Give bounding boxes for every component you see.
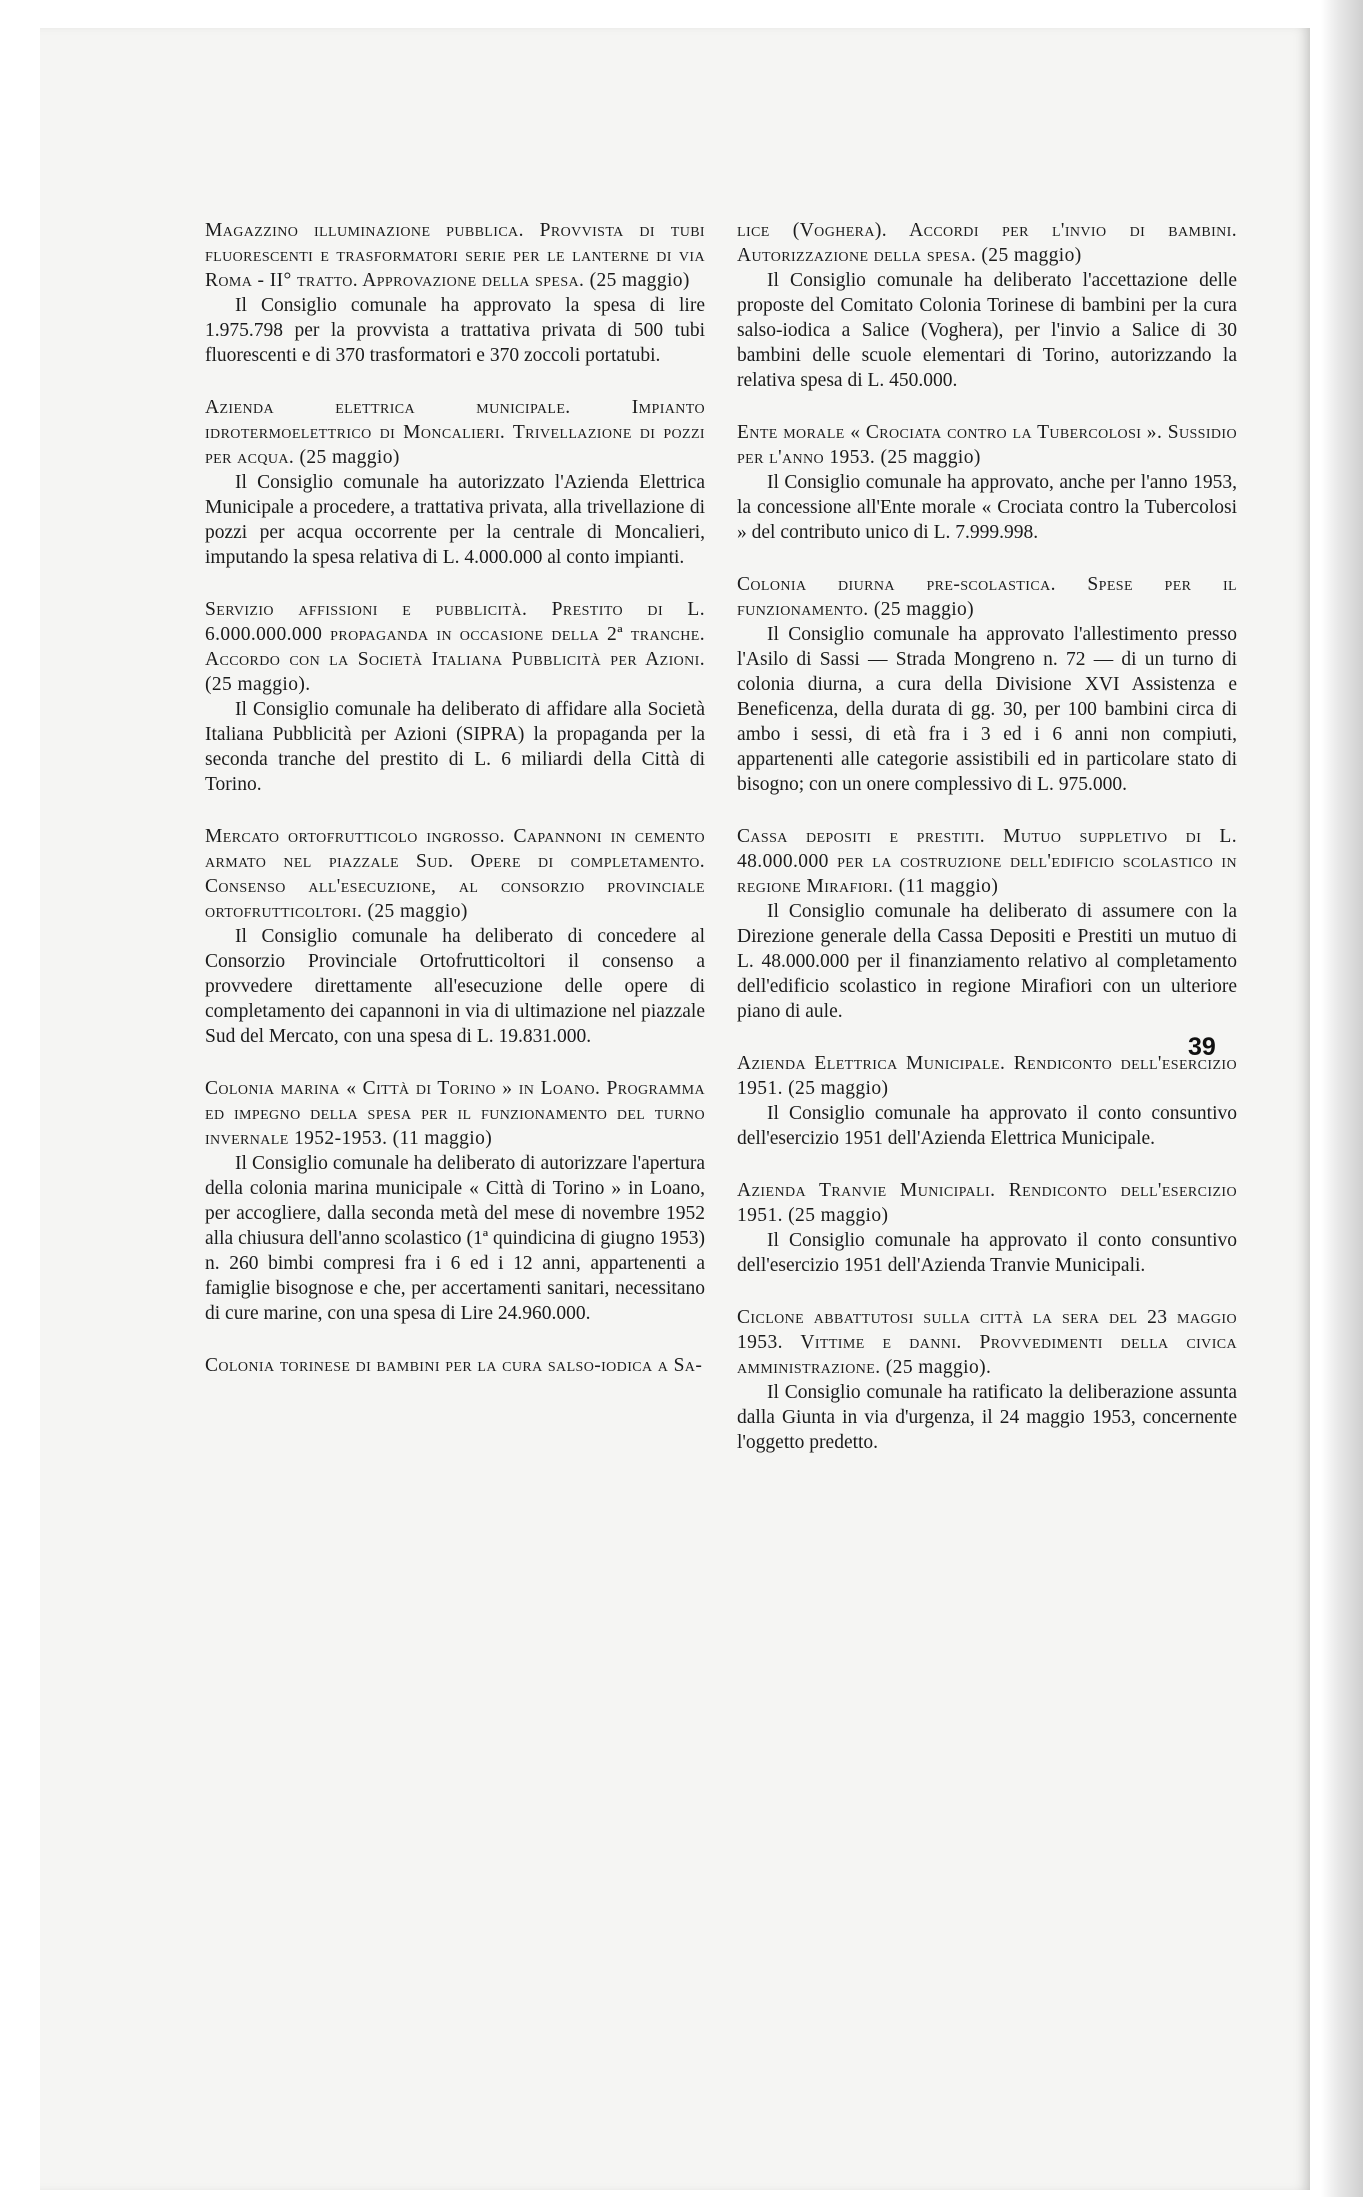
entry-body: Il Consiglio comunale ha autorizzato l'Azienda Elettrica Municipale a procedere, a trattativa privata, alla trivellazione di pozzi per acqua occorrente per la centrale di Moncalieri, imputando la spesa relativa di L. 4.000.000 al conto impianti. <box>205 472 705 568</box>
entry <box>737 218 1237 393</box>
entry-body: Il Consiglio comunale ha deliberato di autorizzare l'apertura della colonia marina municipale « Città di Torino » in Loano, per accogliere, dalla seconda metà del mese di novembre 1952 alla chiusura dell'anno scolastico (1ª quindicina di giugno 1953) n. 260 bimbi compresi fra i 6 ed i 12 anni, appartenenti a famiglie bisognose e che, per accertamenti sanitari, necessitano di cure marine, con una spesa di Lire 24.960.000. <box>205 1153 705 1324</box>
right-column <box>737 218 1237 1482</box>
entry <box>737 1178 1237 1278</box>
entry <box>737 824 1237 1024</box>
entry <box>737 1051 1237 1151</box>
entry-body: Il Consiglio comunale ha deliberato di affidare alla Società Italiana Pubblicità per Azioni (SIPRA) la propaganda per la seconda tranche del prestito di L. 6 miliardi della Città di Torino. <box>205 699 705 795</box>
entry-title: Ente morale « Crociata contro la Tubercolosi ». Sussidio per l'anno 1953. <box>737 422 1237 468</box>
entry-body: Il Consiglio comunale ha approvato il conto consuntivo dell'esercizio 1951 dell'Azienda Elettrica Municipale. <box>737 1103 1237 1149</box>
entry <box>205 597 705 797</box>
entry-body: Il Consiglio comunale ha approvato il conto consuntivo dell'esercizio 1951 dell'Azienda Tranvie Municipali. <box>737 1230 1237 1276</box>
entry-body: Il Consiglio comunale ha ratificato la deliberazione assunta dalla Giunta in via d'urgenza, il 24 maggio 1953, concernente l'oggetto predetto. <box>737 1382 1237 1453</box>
document-page <box>40 28 1310 2190</box>
entry-title: Ciclone abbattutosi sulla città la sera del 23 maggio 1953. Vittime e danni. Provvedimenti della civica amministrazione. <box>737 1307 1237 1378</box>
entry <box>737 420 1237 545</box>
entry-date: (25 maggio) <box>788 1205 889 1226</box>
page-edge-shadow <box>1321 0 1363 2197</box>
entry-body: Il Consiglio comunale ha approvato la spesa di lire 1.975.798 per la provvista a trattativa privata di 500 tubi fluorescenti e di 370 trasformatori e 370 zoccoli portatubi. <box>205 295 705 366</box>
entry <box>205 1076 705 1326</box>
entry-date: (25 maggio) <box>873 599 975 620</box>
entry-date: (25 maggio) <box>981 245 1082 266</box>
entry-title: Cassa depositi e prestiti. Mutuo suppletivo di L. 48.000.000 per la costruzione dell'edificio scolastico in regione Mirafiori. <box>737 826 1237 897</box>
page-number: 39 <box>1188 1033 1216 1061</box>
entry-title: Magazzino illuminazione pubblica. Provvista di tubi fluorescenti e trasformatori serie per le lanterne di via Roma - II° tratto. Approvazione della spesa. <box>205 220 705 291</box>
entry-body: Il Consiglio comunale ha deliberato di assumere con la Direzione generale della Cassa Depositi e Prestiti un mutuo di L. 48.000.000 per il finanziamento relativo al completamento dell'edificio scolastico in regione Mirafiori con un ulteriore piano di aule. <box>737 901 1237 1022</box>
entry-date: (25 maggio) <box>299 447 400 468</box>
entry-title: lice (Voghera). Accordi per l'invio di bambini. Autorizzazione della spesa. <box>737 220 1237 266</box>
entry-date: (25 maggio) <box>589 270 690 291</box>
entry-title: Azienda elettrica municipale. Impianto idrotermoelettrico di Moncalieri. Trivellazione di pozzi per acqua. <box>205 397 705 468</box>
entry-date: (11 maggio) <box>392 1128 493 1149</box>
entry-title: Azienda Elettrica Municipale. Rendiconto dell'esercizio 1951. <box>737 1053 1237 1099</box>
entry-date: (25 maggio) <box>788 1078 889 1099</box>
entry-title: Colonia torinese di bambini per la cura salso-iodica a Sa- <box>205 1355 703 1376</box>
entry-body: Il Consiglio comunale ha approvato, anche per l'anno 1953, la concessione all'Ente morale « Crociata contro la Tubercolosi » del contributo unico di L. 7.999.998. <box>737 472 1237 543</box>
entry <box>205 395 705 570</box>
entry-body: Il Consiglio comunale ha deliberato l'accettazione delle proposte del Comitato Colonia Torinese di bambini per la cura salso-iodica a Salice (Voghera), per l'invio a Salice di 30 bambini delle scuole elementari di Torino, autorizzando la relativa spesa di L. 450.000. <box>737 270 1237 391</box>
entry <box>737 572 1237 797</box>
entry <box>205 824 705 1049</box>
entry-date: (25 maggio) <box>367 901 468 922</box>
entry-title: Mercato ortofrutticolo ingrosso. Capannoni in cemento armato nel piazzale Sud. Opere di completamento. Consenso all'esecuzione, al consorzio provinciale ortofrutticoltori. <box>205 826 705 922</box>
entry <box>737 1305 1237 1455</box>
entry-title: Colonia diurna pre-scolastica. Spese per il funzionamento. <box>737 574 1237 620</box>
entry-body: Il Consiglio comunale ha approvato l'allestimento presso l'Asilo di Sassi — Strada Mongreno n. 72 — di un turno di colonia diurna, a cura della Divisione XVI Assistenza e Beneficenza, della durata di gg. 30, per 100 bambini circa di ambo i sessi, di età fra i 3 ed i 6 anni non compiuti, appartenenti alle categorie assistibili ed in particolare stato di bisogno; con un onere complessivo di L. 975.000. <box>737 624 1237 795</box>
entry-title: Azienda Tranvie Municipali. Rendiconto dell'esercizio 1951. <box>737 1180 1237 1226</box>
entry <box>205 218 705 368</box>
entry-title: Servizio affissioni e pubblicità. Prestito di L. 6.000.000.000 propaganda in occasione della 2ª tranche. Accordo con la Società Italiana Pubblicità per Azioni. <box>205 599 705 670</box>
entry <box>205 1353 705 1378</box>
entry-date: (25 maggio). <box>205 674 311 695</box>
entry-date: (11 maggio) <box>898 876 999 897</box>
entry-date: (25 maggio). <box>885 1357 992 1378</box>
entry-date: (25 maggio) <box>880 447 981 468</box>
left-column <box>205 218 705 1405</box>
entry-title: Colonia marina « Città di Torino » in Loano. Programma ed impegno della spesa per il funzionamento del turno invernale 1952-1953. <box>205 1078 705 1149</box>
entry-body: Il Consiglio comunale ha deliberato di concedere al Consorzio Provinciale Ortofrutticoltori il consenso a provvedere direttamente all'esecuzione delle opere di completamento dei capannoni in via di ultimazione nel piazzale Sud del Mercato, con una spesa di L. 19.831.000. <box>205 926 705 1047</box>
